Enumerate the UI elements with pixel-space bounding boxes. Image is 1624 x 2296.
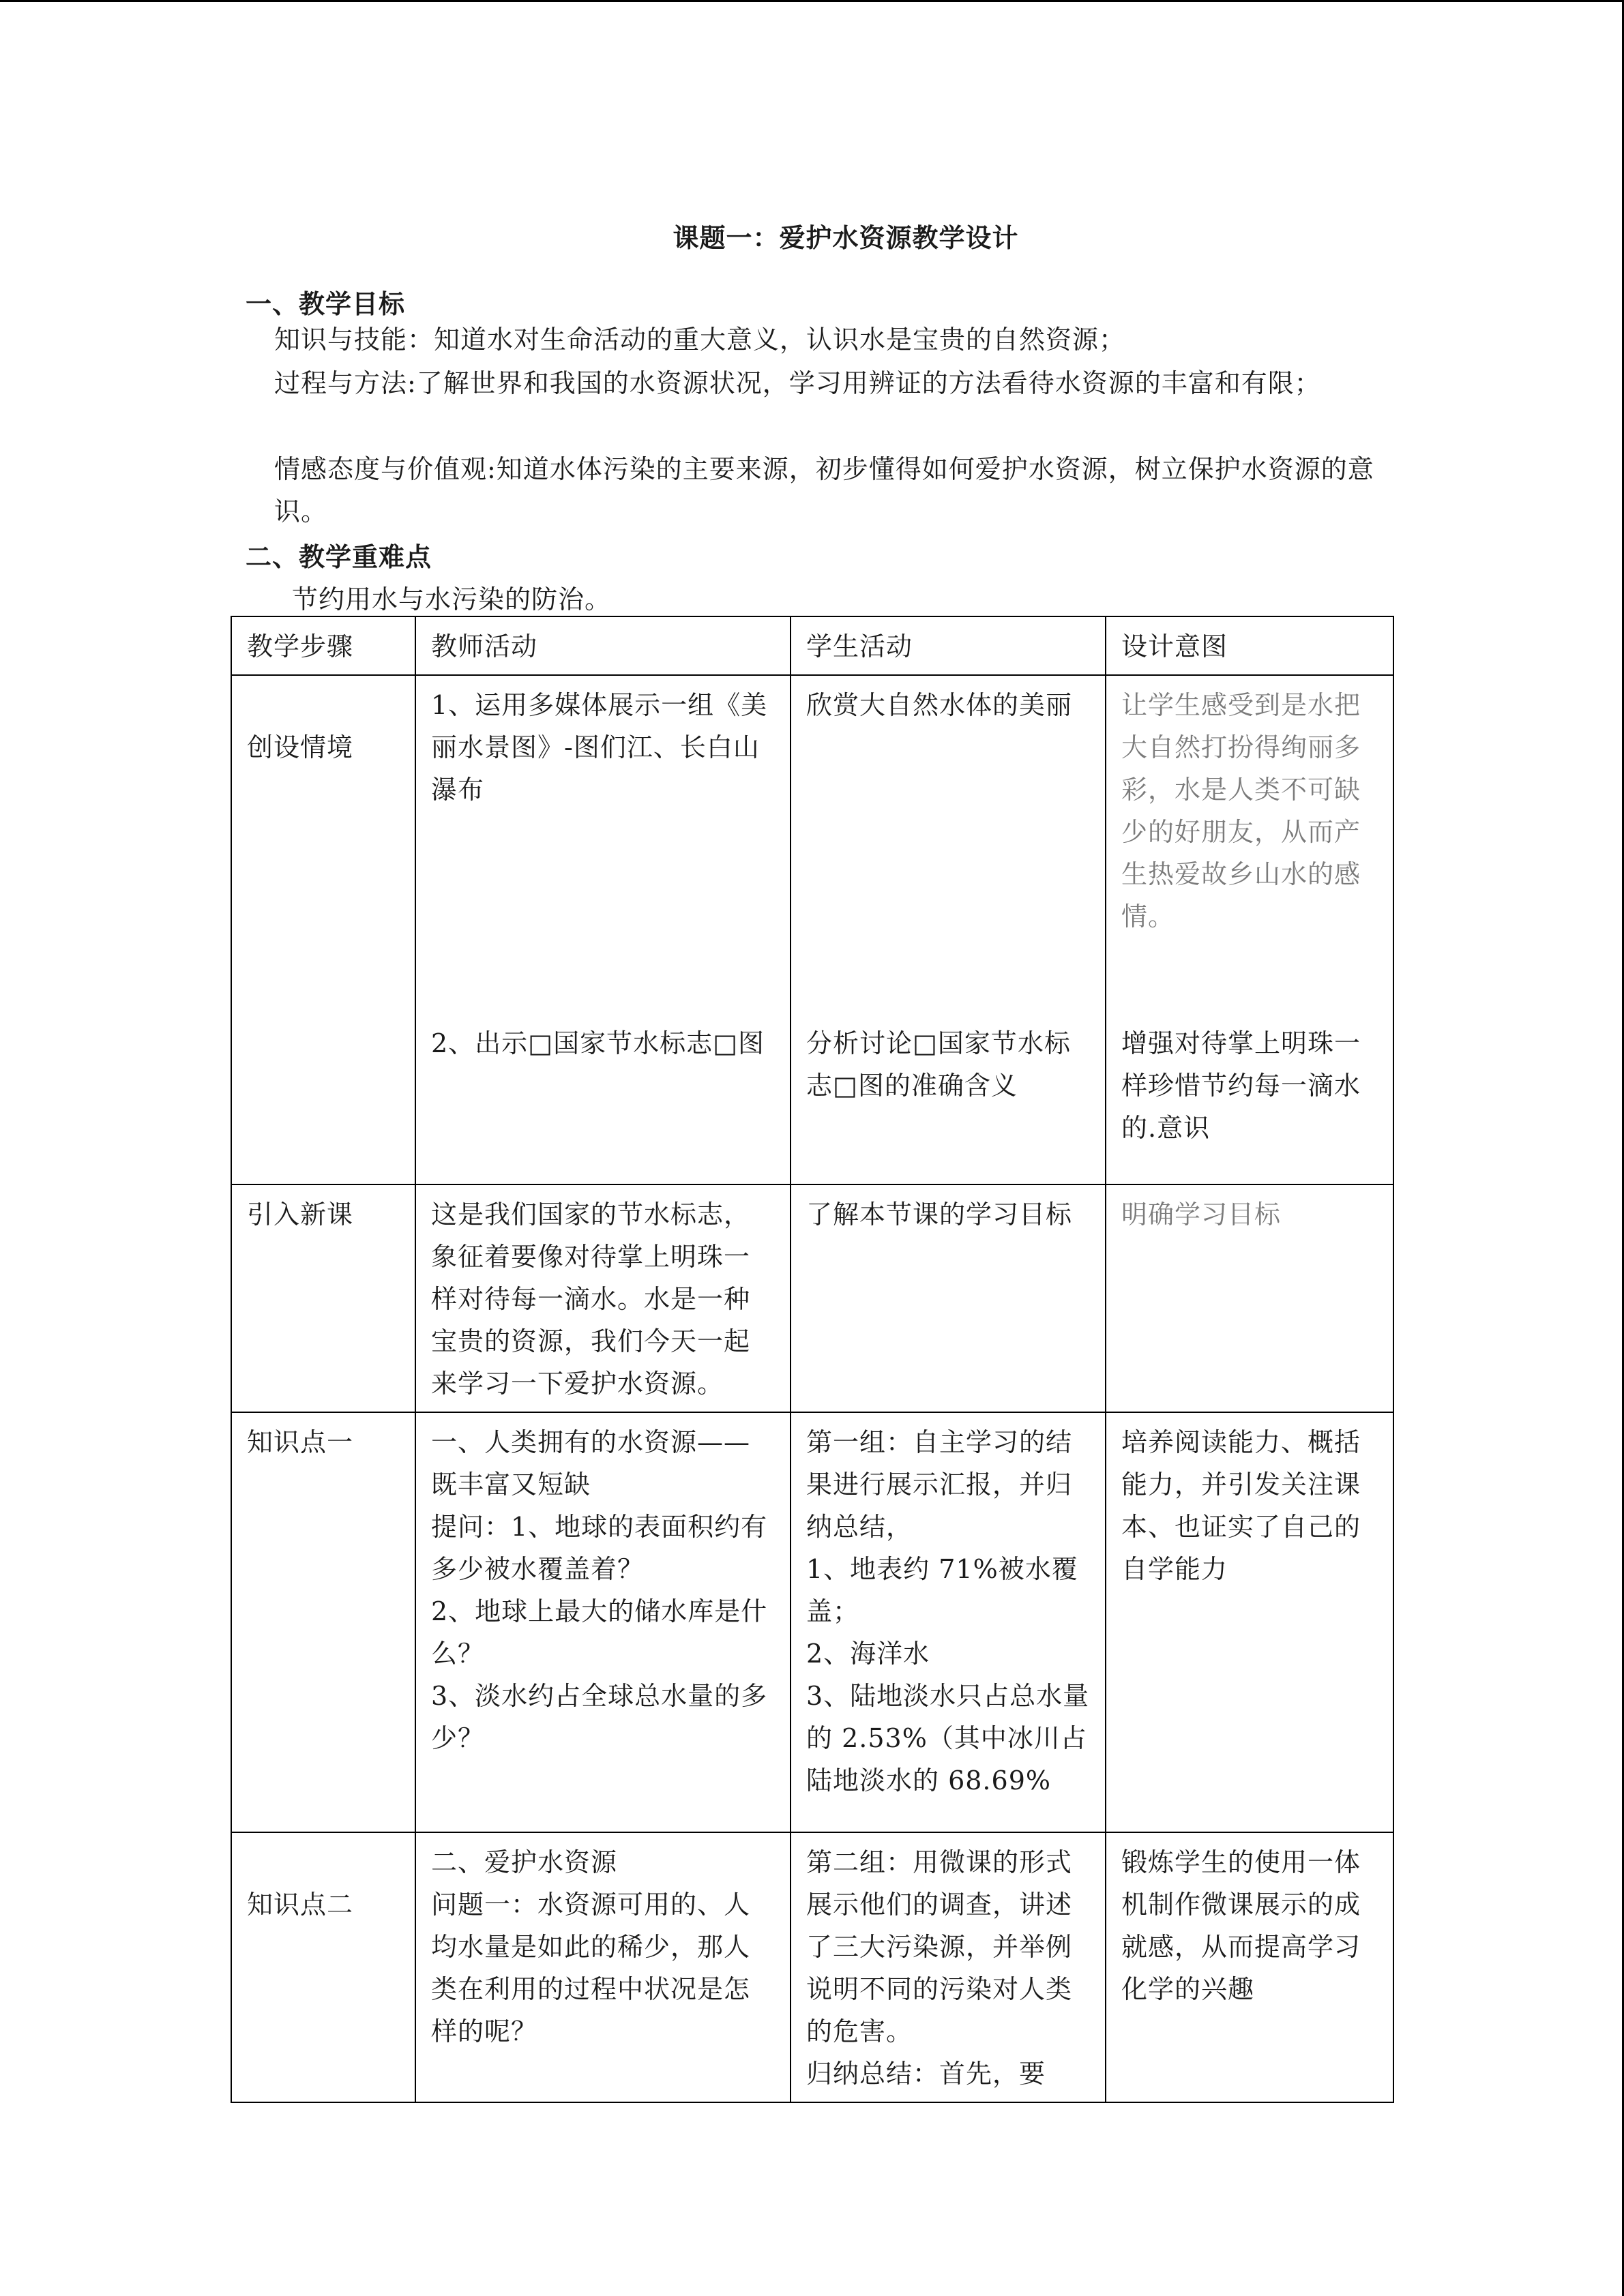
lesson-plan-table (231, 616, 1394, 2103)
step-label: 创设情境 (247, 732, 354, 762)
teacher-line: 二、爱护水资源 (431, 1847, 618, 1877)
teacher-activity-2: 2、出示□国家节水标志□图 (431, 1028, 765, 1058)
objective-knowledge (246, 318, 1391, 361)
student-line: 第一组：自主学习的结果进行展示汇报，并归纳总结， (806, 1427, 1073, 1542)
student-line: 第二组：用微课的形式展示他们的调查，讲述了三大污染源，并举例说明不同的污染对人类的危害。 (806, 1847, 1073, 2046)
row-step (231, 675, 415, 1184)
teacher-line: 一、人类拥有的水资源——既丰富又短缺 (431, 1427, 751, 1500)
objective-process (246, 362, 1391, 404)
row-intent (1106, 675, 1393, 1184)
teacher-line: 2、地球上最大的储水库是什么？ (431, 1596, 768, 1669)
table-row (231, 1412, 1393, 1832)
header-intent: 设计意图 (1106, 616, 1393, 675)
design-intent-2: 增强对待掌上明珠一样珍惜节约每一滴水的.意识 (1121, 1028, 1361, 1143)
row-intent: 锻炼学生的使用一体机制作微课展示的成就感，从而提高学习化学的兴趣 (1106, 1832, 1393, 2102)
row-student (791, 1412, 1106, 1832)
row-teacher (415, 675, 791, 1184)
objective-attitude (246, 448, 1391, 533)
header-step: 教学步骤 (231, 616, 415, 675)
key-points-text: 节约用水与水污染的防治。 (292, 584, 612, 614)
row-step: 知识点一 (231, 1412, 415, 1832)
header-teacher: 教师活动 (415, 616, 791, 675)
objective-process-text: 过程与方法:了解世界和我国的水资源状况，学习用辨证的方法看待水资源的丰富和有限； (274, 368, 1321, 398)
row-intent: 明确学习目标 (1106, 1184, 1393, 1412)
teacher-line: 提问：1、地球的表面积约有多少被水覆盖着？ (431, 1512, 768, 1584)
header-student: 学生活动 (791, 616, 1106, 675)
design-intent-1: 让学生感受到是水把大自然打扮得绚丽多彩，水是人类不可缺少的好朋友，从而产生热爱故乡山水的感情。 (1121, 690, 1361, 931)
student-line: 归纳总结：首先，要 (806, 2059, 1046, 2089)
student-activity-1: 欣赏大自然水体的美丽 (806, 690, 1073, 720)
page-border-top (0, 0, 1624, 2)
section-heading-key-points: 二、教学重难点 (246, 541, 432, 572)
student-line: 1、地表约 71%被水覆盖； (806, 1554, 1078, 1626)
student-line: 3、陆地淡水只占总水量的 2.53%（其中冰川占陆地淡水的 68.69% (806, 1681, 1090, 1795)
row-student (791, 675, 1106, 1184)
row-teacher (415, 1412, 791, 1832)
objective-knowledge-text: 知识与技能：知道水对生命活动的重大意义，认识水是宝贵的自然资源； (274, 325, 1126, 355)
step-label: 知识点二 (247, 1890, 354, 1920)
table-row (231, 1832, 1393, 2102)
section-heading-objectives: 一、教学目标 (246, 288, 406, 319)
teacher-line: 3、淡水约占全球总水量的多少？ (431, 1681, 768, 1753)
row-student (791, 1832, 1106, 2102)
document-title: 课题一：爱护水资源教学设计 (673, 222, 1019, 253)
student-activity-2: 分析讨论□国家节水标志□图的准确含义 (806, 1028, 1071, 1101)
row-teacher: 这是我们国家的节水标志，象征着要像对待掌上明珠一样对待每一滴水。水是一种宝贵的资源，我们今天一起来学习一下爱护水资源。 (415, 1184, 791, 1412)
row-student: 了解本节课的学习目标 (791, 1184, 1106, 1412)
row-step: 引入新课 (231, 1184, 415, 1412)
teacher-line: 问题一：水资源可用的、人均水量是如此的稀少，那人类在利用的过程中状况是怎样的呢？ (431, 1890, 751, 2046)
table-header-row (231, 616, 1393, 675)
objective-attitude-text: 情感态度与价值观:知道水体污染的主要来源，初步懂得如何爱护水资源，树立保护水资源的意识。 (274, 454, 1374, 526)
row-step (231, 1832, 415, 2102)
teacher-activity-1: 1、运用多媒体展示一组《美丽水景图》-图们江、长白山瀑布 (431, 690, 768, 805)
row-teacher (415, 1832, 791, 2102)
table-row (231, 1184, 1393, 1412)
table-row (231, 675, 1393, 1184)
row-intent: 培养阅读能力、概括能力，并引发关注课本、也证实了自己的自学能力 (1106, 1412, 1393, 1832)
student-line: 2、海洋水 (806, 1639, 930, 1669)
